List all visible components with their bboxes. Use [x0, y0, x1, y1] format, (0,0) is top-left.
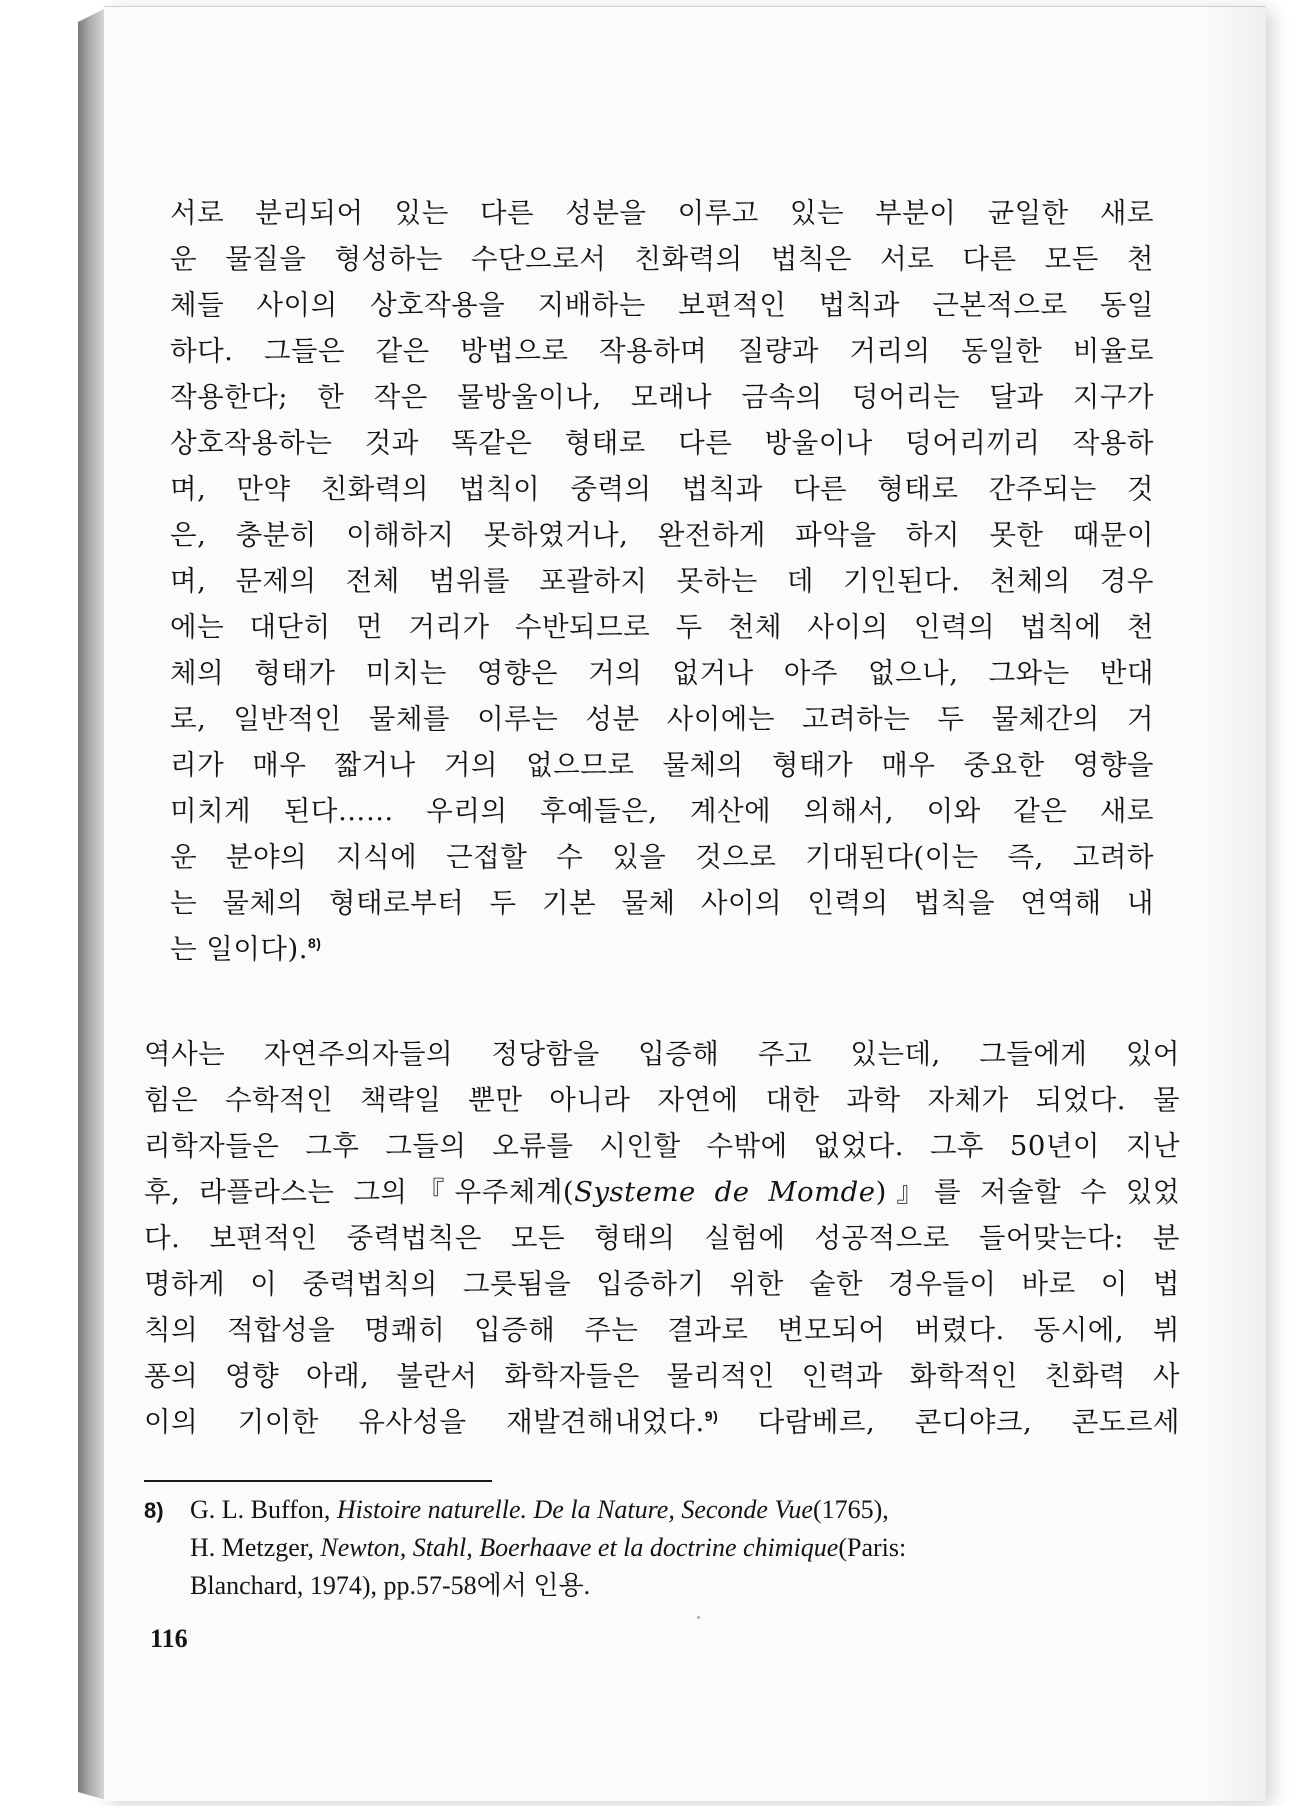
- body-line-with-title: [144, 1169, 1180, 1215]
- quote-line: 미치게 된다…… 우리의 후예들은, 계산에 의해서, 이와 같은 새로: [170, 795, 1154, 827]
- body-line: 리학자들은 그후 그들의 오류를 시인할 수밖에 없었다. 그후 50년이 지난: [144, 1130, 1180, 1162]
- scan-speck: [697, 1616, 700, 1619]
- quote-last-line: [170, 926, 1154, 972]
- footnote-text: (1765),: [812, 1495, 889, 1524]
- quote-line: 체의 형태가 미치는 영향은 거의 없거나 아주 없으나, 그와는 반대: [170, 657, 1154, 689]
- page-edge-shadow: [1206, 7, 1266, 1801]
- quote-line: 은, 충분히 이해하지 못하였거나, 완전하게 파악을 하지 못한 때문이: [170, 519, 1154, 551]
- quote-line: 며, 만약 친화력의 법칙이 중력의 법칙과 다른 형태로 간주되는 것: [170, 473, 1154, 505]
- quote-line-text: 는 일이다).: [170, 933, 308, 965]
- footnote-text: H. Metzger,: [190, 1533, 321, 1562]
- footnote-line: Blanchard, 1974), pp.57-58에서 인용.: [190, 1571, 591, 1600]
- quote-line: 서로 분리되어 있는 다른 성분을 이루고 있는 부분이 균일한 새로: [170, 197, 1154, 229]
- quote-line: 상호작용하는 것과 똑같은 형태로 다른 방울이나 덩어리끼리 작용하: [170, 427, 1154, 459]
- book-title-italic: Systeme de Momde: [574, 1176, 876, 1208]
- quote-line: 체들 사이의 상호작용을 지배하는 보편적인 법칙과 근본적으로 동일: [170, 289, 1154, 321]
- page-number: 116: [150, 1624, 188, 1653]
- quote-line: 며, 문제의 전체 범위를 포괄하지 못하는 데 기인된다. 천체의 경우: [170, 565, 1154, 597]
- footnote-number: 8): [144, 1498, 164, 1523]
- body-line: 다. 보편적인 중력법칙은 모든 형태의 실험에 성공적으로 들어맞는다: 분: [144, 1222, 1180, 1254]
- body-line: 힘은 수학적인 책략일 뿐만 아니라 자연에 대한 과학 자체가 되었다. 물: [144, 1084, 1180, 1116]
- footnote-line: [144, 1491, 1174, 1529]
- body-line: 역사는 자연주의자들의 정당함을 입증해 주고 있는데, 그들에게 있어: [144, 1038, 1180, 1070]
- footnote-text: G. L. Buffon,: [190, 1495, 337, 1524]
- footnote-8: [144, 1491, 1174, 1605]
- book-spine-edge: [78, 8, 106, 1800]
- body-text-span: 다람베르, 콘디야크, 콘도르세: [718, 1406, 1180, 1438]
- quote-line: 작용한다; 한 작은 물방울이나, 모래나 금속의 덩어리는 달과 지구가: [170, 381, 1154, 413]
- quote-line: 에는 대단히 먼 거리가 수반되므로 두 천체 사이의 인력의 법칙에 천: [170, 611, 1154, 643]
- quote-line: 로, 일반적인 물체를 이루는 성분 사이에는 고려하는 두 물체간의 거: [170, 703, 1154, 735]
- quote-line: 운 물질을 형성하는 수단으로서 친화력의 법칙은 서로 다른 모든 천: [170, 243, 1154, 275]
- footnote-text: (Paris:: [838, 1533, 907, 1562]
- footnote-ref-8[interactable]: 8): [307, 935, 322, 951]
- footnote-title-italic: Histoire naturelle. De la Nature, Seconde Vue: [336, 1495, 813, 1524]
- quote-line: 는 물체의 형태로부터 두 기본 물체 사이의 인력의 법칙을 연역해 내: [170, 887, 1154, 919]
- footnote-ref-9[interactable]: 9): [704, 1408, 719, 1424]
- footnote-title-italic: Newton, Stahl, Boerhaave et la doctrine chimique: [320, 1533, 839, 1562]
- quote-line: 운 분야의 지식에 근접할 수 있을 것으로 기대된다(이는 즉, 고려하: [170, 841, 1154, 873]
- block-quote: [170, 190, 1154, 972]
- body-text-span: 이의 기이한 유사성을 재발견해내었다.: [144, 1406, 705, 1438]
- quote-line: 리가 매우 짧거나 거의 없으므로 물체의 형태가 매우 중요한 영향을: [170, 749, 1154, 781]
- footnote-line: [144, 1529, 1174, 1567]
- body-line: 칙의 적합성을 명쾌히 입증해 주는 결과로 변모되어 버렸다. 동시에, 뷔: [144, 1314, 1180, 1346]
- body-line: 명하게 이 중력법칙의 그릇됨을 입증하기 위한 숱한 경우들이 바로 이 법: [144, 1268, 1180, 1300]
- body-paragraph: [144, 1031, 1180, 1445]
- footnote-rule: [144, 1480, 492, 1482]
- quote-line: 하다. 그들은 같은 방법으로 작용하며 질량과 거리의 동일한 비율로: [170, 335, 1154, 367]
- body-line: 퐁의 영향 아래, 불란서 화학자들은 물리적인 인력과 화학적인 친화력 사: [144, 1360, 1180, 1392]
- body-text-span: )』를 저술할 수 있었: [875, 1176, 1180, 1208]
- body-text-span: 후, 라플라스는 그의『우주체계(: [144, 1176, 575, 1208]
- body-line-with-ref: [144, 1399, 1180, 1445]
